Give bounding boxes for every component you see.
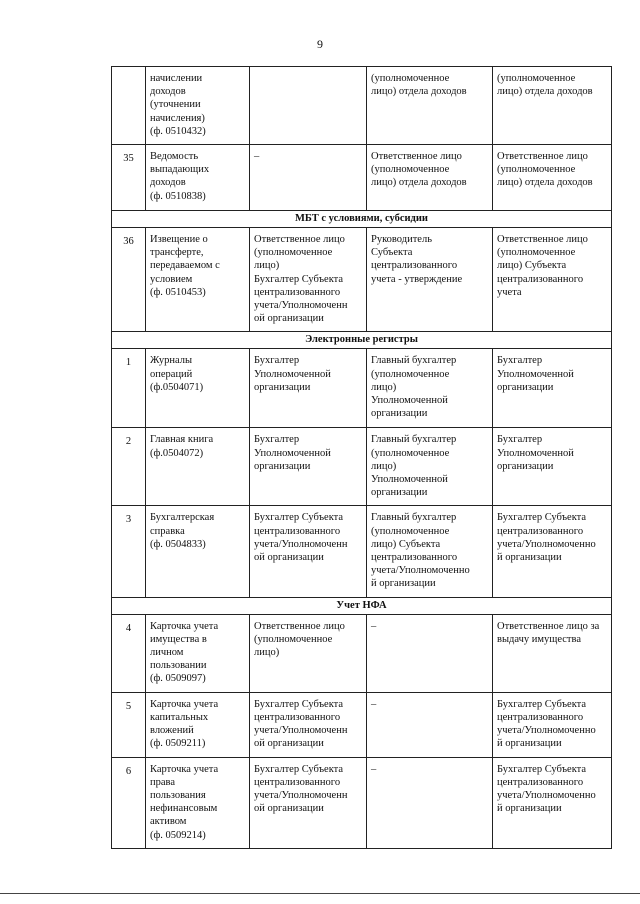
document-cell: Карточка учета капитальных вложений (ф. 0509211) [146,692,250,757]
approver-cell: – [367,692,493,757]
table-row [112,692,612,757]
approver-cell: Ответственное лицо (уполномоченное лицо) отдела доходов [367,145,493,211]
section-heading: МБТ с условиями, субсидии [112,211,612,228]
approver-cell: (уполномоченное лицо) отдела доходов [367,67,493,145]
compiler-cell: Ответственное лицо (уполномоченное лицо) [250,614,367,692]
document-cell: Карточка учета имущества в личном пользовании (ф. 0509097) [146,614,250,692]
recipient-cell: Бухгалтер Субъекта централизованного учета/Уполномоченно й организации [493,757,612,848]
recipient-cell: Бухгалтер Уполномоченной организации [493,349,612,428]
compiler-cell: – [250,145,367,211]
recipient-cell: Ответственное лицо (уполномоченное лицо) отдела доходов [493,145,612,211]
document-cell: Извещение о трансферте, передаваемом с условием (ф. 0510453) [146,228,250,332]
compiler-cell: Ответственное лицо (уполномоченное лицо) Бухгалтер Субъекта централизованного учета/Уполномоченн ой организации [250,228,367,332]
scan-edge-divider [0,893,640,894]
recipient-cell: (уполномоченное лицо) отдела доходов [493,67,612,145]
page-number: 9 [317,37,323,51]
table-row [112,506,612,597]
table-row [112,349,612,428]
row-number-cell [112,67,146,145]
section-row [112,211,612,228]
document-cell: Журналы операций (ф.0504071) [146,349,250,428]
document-cell: Карточка учета права пользования нефинансовым активом (ф. 0509214) [146,757,250,848]
row-number-cell: 3 [112,506,146,597]
registers-table [111,66,612,849]
document-cell: Ведомость выпадающих доходов (ф. 0510838) [146,145,250,211]
approver-cell: Главный бухгалтер (уполномоченное лицо) Уполномоченной организации [367,428,493,506]
section-row [112,332,612,349]
document-cell: начислении доходов (уточнении начисления) (ф. 0510432) [146,67,250,145]
table-row [112,757,612,848]
table-row [112,228,612,332]
row-number-cell: 35 [112,145,146,211]
compiler-cell: Бухгалтер Субъекта централизованного учета/Уполномоченн ой организации [250,506,367,597]
approver-cell: – [367,614,493,692]
row-number-cell: 5 [112,692,146,757]
compiler-cell: Бухгалтер Уполномоченной организации [250,349,367,428]
recipient-cell: Бухгалтер Субъекта централизованного учета/Уполномоченно й организации [493,506,612,597]
compiler-cell: Бухгалтер Субъекта централизованного учета/Уполномоченн ой организации [250,692,367,757]
row-number-cell: 1 [112,349,146,428]
approver-cell: Главный бухгалтер (уполномоченное лицо) Уполномоченной организации [367,349,493,428]
section-heading: Электронные регистры [112,332,612,349]
compiler-cell: Бухгалтер Субъекта централизованного учета/Уполномоченн ой организации [250,757,367,848]
section-heading: Учет НФА [112,597,612,614]
table-row [112,614,612,692]
compiler-cell: Бухгалтер Уполномоченной организации [250,428,367,506]
row-number-cell: 6 [112,757,146,848]
table-row [112,145,612,211]
row-number-cell: 4 [112,614,146,692]
table-row [112,67,612,145]
approver-cell: Руководитель Субъекта централизованного учета - утверждение [367,228,493,332]
row-number-cell: 36 [112,228,146,332]
document-cell: Главная книга (ф.0504072) [146,428,250,506]
recipient-cell: Бухгалтер Уполномоченной организации [493,428,612,506]
recipient-cell: Ответственное лицо (уполномоченное лицо) Субъекта централизованного учета [493,228,612,332]
approver-cell: – [367,757,493,848]
table-row [112,428,612,506]
recipient-cell: Ответственное лицо за выдачу имущества [493,614,612,692]
recipient-cell: Бухгалтер Субъекта централизованного учета/Уполномоченно й организации [493,692,612,757]
row-number-cell: 2 [112,428,146,506]
approver-cell: Главный бухгалтер (уполномоченное лицо) Субъекта централизованного учета/Уполномоченно й организации [367,506,493,597]
compiler-cell [250,67,367,145]
document-cell: Бухгалтерская справка (ф. 0504833) [146,506,250,597]
section-row [112,597,612,614]
